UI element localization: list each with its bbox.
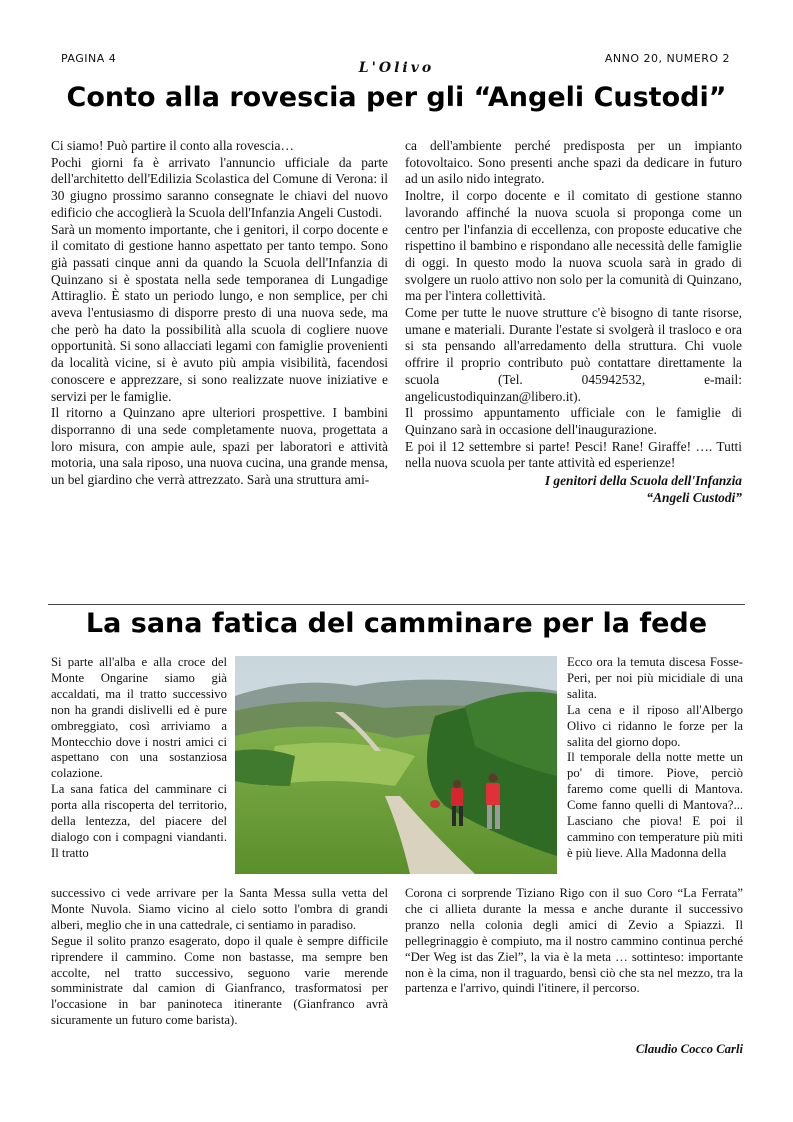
article1-signature-school: “Angeli Custodi” bbox=[646, 489, 742, 505]
paragraph: Si parte all'alba e alla croce del Monte Ongarine siamo già accaldati, ma il tratto successivo non ha grandi dislivelli ed è pure ombreggiato, così arriviamo a Montecchio dove i nostri amici ci aspettano con una sostanziosa colazione. bbox=[51, 655, 227, 781]
paragraph: Ecco ora la temuta discesa Fosse-Peri, per noi più micidiale di una salita. bbox=[567, 655, 743, 701]
section-divider bbox=[48, 604, 745, 605]
paragraph: E poi il 12 settembre si parte! Pesci! Rane! Giraffe! …. Tutti nella nuova scuola per tante attività ed esperienze! bbox=[405, 438, 742, 471]
paragraph: Ci siamo! Può partire il conto alla rovescia… bbox=[51, 138, 294, 153]
article2-title: La sana fatica del camminare per la fede bbox=[85, 608, 708, 639]
hikers-photo bbox=[235, 656, 557, 874]
paragraph: ca dell'ambiente perché predisposta per un impianto fotovoltaico. Sono presenti anche spazi da dedicare in futuro ad un asilo nido integrato. bbox=[405, 138, 742, 187]
paragraph: Pochi giorni fa è arrivato l'annuncio ufficiale da parte dell'architetto dell'Edilizia Scolastica del Comune di Verona: il 30 giugno prossimo saranno consegnate le chiavi del nuovo edificio che accoglierà la Scuola dell'Infanzia Angeli Custodi. bbox=[51, 154, 388, 220]
page-number: PAGINA 4 bbox=[61, 52, 117, 65]
paragraph: Il ritorno a Quinzano apre ulteriori prospettive. I bambini disporranno di una sede completamente nuova, progettata a loro misura, con ampie aule, spazi per laboratori e attività motoria, una sala riposo, una nuova cucina, una grande mensa, un bel giardino che verrà attrezzato. Sarà una struttura ami- bbox=[51, 405, 388, 488]
article2-left-top bbox=[51, 655, 227, 862]
article2-signature: Claudio Cocco Carli bbox=[635, 1042, 743, 1056]
article1-signature: I genitori della Scuola dell'Infanzia bbox=[544, 473, 742, 489]
paragraph: Il prossimo appuntamento ufficiale con le famiglie di Quinzano sarà in occasione dell'inaugurazione. bbox=[405, 405, 742, 437]
paragraph: La cena e il riposo all'Albergo Olivo ci ridanno le forze per la salita del giorno dopo. bbox=[567, 702, 743, 749]
article2-right-top bbox=[567, 655, 743, 862]
article1-title: Conto alla rovescia per gli “Angeli Custodi” bbox=[66, 82, 727, 113]
paragraph: Come per tutte le nuove strutture c'è bisogno di tante risorse, umane e materiali. Durante l'estate si svolgerà il trasloco e ora si sta pensando all'arredamento della struttura. Chi vuole offrire il proprio contributo può contattare direttamente la scuola (Tel. 045942532, e-mail: angelicustodiquinzan@libero.it). bbox=[405, 305, 742, 404]
article1-column-left bbox=[51, 138, 388, 489]
paragraph: Sarà un momento importante, che i genitori, il corpo docente e il comitato di gestione hanno aspettato per tanto tempo. Sono già passati cinque anni da quando la Scuola dell'Infanzia di Quinzano si è spostata nella sede temporanea di Lungadige Attiraglio. È stato un periodo lungo, e non semplice, per chi aveva l'entusiasmo di disporre presto di una nuova sede, ma che però ha dato la possibilità alla scuola di cogliere nuove opportunità. Si sono allacciati legami con famiglie provenienti da località vicine, si è avuto più ampia visibilità, facendosi conoscere e apprezzare, si sono realizzate nuove iniziative e servizi per le famiglie. bbox=[51, 221, 388, 404]
issue-number: ANNO 20, NUMERO 2 bbox=[604, 52, 730, 65]
paragraph: Corona ci sorprende Tiziano Rigo con il suo Coro “La Ferrata” che ci allieta durante la messa e anche durante il successivo pranzo nella colonia degli amici di Zevio a Spiazzi. Il pellegrinaggio è compiuto, ma il nostro cammino continua perché “Der Weg ist das Ziel”, la via è la meta … sottinteso: importante non è la cima, non il traguardo, bensì ciò che sta nel mezzo, tra la partenza e l'arrivo, quindi l'itinere, il percorso. bbox=[405, 886, 743, 996]
article1-column-right bbox=[405, 138, 742, 506]
paragraph: successivo ci vede arrivare per la Santa Messa sulla vetta del Monte Nuvola. Siamo vicino al cielo sotto l'ombra di grandi alberi, meglio che in una cattedrale, ci sentiamo in paradiso. bbox=[51, 886, 388, 932]
paragraph: Segue il solito pranzo esagerato, dopo il quale è sempre difficile riprendere il cammino. Come non bastasse, ma sempre ben accolte, nel tratto successivo, seguono varie merende somministrate dal camion di Gianfranco, trasformatosi per l'occasione in bar paninoteca itinerante (Gianfranco avrà sicuramente un futuro come barista). bbox=[51, 933, 388, 1028]
paragraph: La sana fatica del camminare ci porta alla riscoperta del territorio, della lentezza, del piacere del dialogo con i compagni viandanti. Il tratto bbox=[51, 782, 227, 860]
paragraph: Il temporale della notte mette un po' di timore. Piove, perciò faremo come quelli di Mantova. Come fanno quelli di Mantova?... Lasciano che piova! E poi il cammino con temperature più miti è più lieve. Alla Madonna della bbox=[567, 750, 743, 860]
paragraph: Inoltre, il corpo docente e il comitato di gestione stanno lavorando affinché la nuova scuola si proponga come un centro per l'infanzia di eccellenza, con proposte educative che rispettino il bambino e rispondano alle necessità delle famiglie di oggi. In questo modo la nuova scuola sarà in grado di svolgere un ruolo attivo non solo per la comunità di Quinzano, ma per l'intera collettività. bbox=[405, 188, 742, 304]
masthead: L'Olivo bbox=[358, 60, 435, 76]
article2-left-bottom bbox=[51, 886, 388, 1029]
article2-right-bottom bbox=[405, 886, 743, 997]
